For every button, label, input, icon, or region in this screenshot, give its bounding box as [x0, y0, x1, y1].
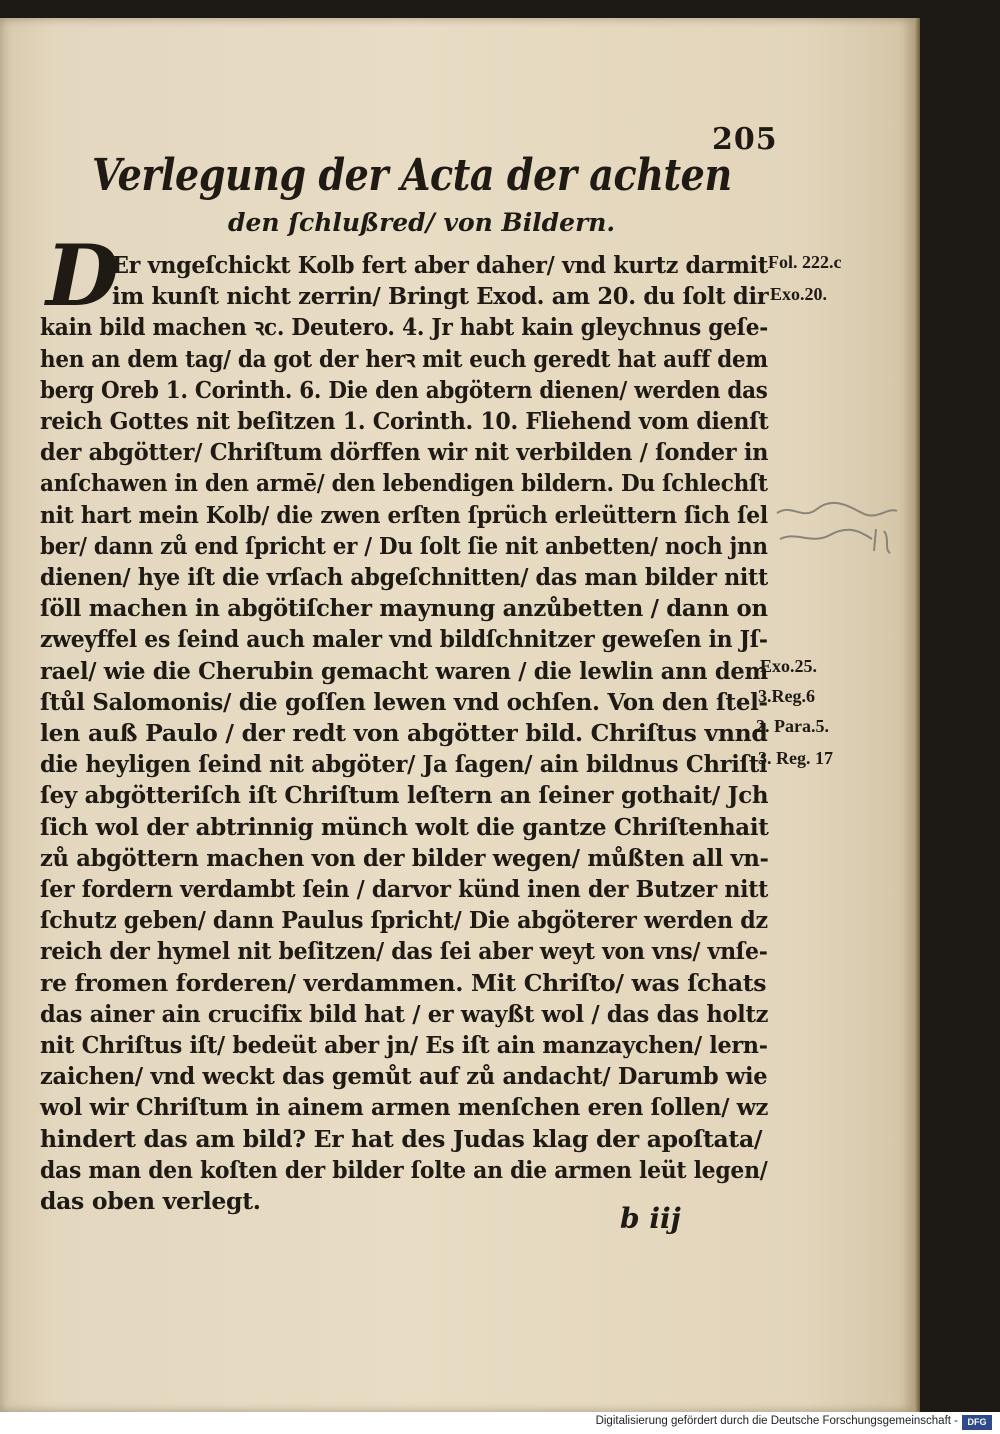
margin-note: 2. Para.5. — [756, 716, 829, 736]
footer-credit: Digitalisierung gefördert durch die Deutsche Forschungsgemeinschaft - — [595, 1415, 958, 1427]
text-line: ſich wol der abtrinnig münch wolt die gantze Chriſtenhait — [40, 812, 769, 841]
drop-cap: D — [46, 226, 119, 325]
text-line: ſey abgötteriſch iſt Chriſtum leſtern an ſeiner gothait/ Jch — [40, 781, 769, 810]
page-title: Verlegung der Acta der achten — [92, 150, 732, 201]
dfg-logo: DFG — [962, 1415, 992, 1430]
text-line: wol wir Chriſtum in ainem armen menſchen eren ſollen/ wz — [40, 1093, 769, 1122]
page-number: 205 — [712, 122, 778, 157]
text-line: kain bild machen ꝛc. Deutero. 4. Jr habt kain gleychnus geſe- — [40, 313, 769, 342]
text-line: das oben verlegt. — [40, 1187, 261, 1215]
text-line: berg Oreb 1. Corinth. 6. Die den abgötern dienen/ werden das — [40, 375, 768, 404]
text-line: nit hart mein Kolb/ die zwen erſten ſprüch erleüttern ſich ſel — [40, 500, 768, 529]
text-line: rael/ wie die Cherubin gemacht waren / die lewlin ann dem — [40, 656, 768, 685]
page-subtitle: den ſchlußred/ von Bildern. — [228, 208, 616, 237]
margin-note: Exo.25. — [760, 656, 818, 676]
text-line: reich Gottes nit beſitzen 1. Corinth. 10. Fliehend vom dienſt — [40, 407, 769, 435]
text-line: das man den koſten der bilder ſolte an die armen leüt legen/ — [40, 1155, 768, 1184]
text-line: die heyligen ſeind nit abgöter/ Ja ſagen/ ain bildnus Chriſti — [40, 750, 768, 779]
text-line: im kunſt nicht zerrin/ Bringt Exod. am 20. du ſolt dir — [112, 282, 769, 311]
margin-note: Exo.20. — [770, 284, 828, 304]
text-line: Er vngeſchickt Kolb fert aber daher/ vnd kurtz darmit — [112, 251, 768, 279]
signature-mark: b iij — [620, 1202, 681, 1235]
text-line: das ainer ain crucifix bild hat / er wayßt wol / das das holtz — [40, 999, 769, 1028]
text-line: len auß Paulo / der redt von abgötter bild. Chriſtus vnnd — [40, 719, 768, 747]
text-line: hen an dem tag/ da got der herꝛ mit euch geredt hat auff dem — [40, 344, 768, 373]
text-line: ſer fordern verdambt ſein / darvor künd inen der Butzer nitt — [40, 875, 769, 903]
text-line: re fromen forderen/ verdammen. Mit Chriſto/ was ſchats — [40, 968, 767, 997]
text-line: zů abgöttern machen von der bilder wegen/ můßten all vn- — [40, 843, 769, 872]
text-line: ſchutz geben/ dann Paulus ſpricht/ Die abgöterer werden dz — [40, 906, 768, 935]
text-line: zaichen/ vnd weckt das gemůt auf zů andacht/ Darumb wie — [40, 1062, 768, 1091]
text-line: der abgötter/ Chriſtum dörffen wir nit verbilden / ſonder in — [40, 438, 769, 467]
margin-note: 3. Reg. 17 — [758, 748, 833, 768]
text-line: ſtůl Salomonis/ die goſſen lewen vnd ochſen. Von den ſtel- — [40, 687, 768, 716]
text-line: hindert das am bild? Er hat des Judas klag der apoſtata/ — [40, 1124, 763, 1153]
text-line: nit Chriſtus iſt/ bedeüt aber jn/ Es iſt ain manzaychen/ lern- — [40, 1031, 768, 1059]
text-line: ber/ dann zů end ſpricht er / Du ſolt ſie nit anbetten/ noch jnn — [40, 531, 768, 560]
margin-note: 3.Reg.6 — [758, 686, 815, 706]
text-line: anſchawen in den armē/ den lebendigen bildern. Du ſchlechſt — [40, 469, 768, 498]
text-line: dienen/ hye iſt die vrſach abgeſchnitten/ das man bilder nitt — [40, 563, 768, 591]
text-line: reich der hymel nit beſitzen/ das ſei aber weyt von vns/ vnſe- — [40, 937, 768, 966]
text-line: zweyffel es ſeind auch maler vnd bildſchnitzer geweſen in Jſ- — [40, 625, 768, 654]
text-line: ſöll machen in abgötiſcher maynung anzůbetten / dann on — [40, 594, 768, 623]
pencil-annotation — [772, 495, 902, 565]
margin-note: Fol. 222.c — [768, 252, 842, 272]
page-edge — [914, 18, 920, 1412]
